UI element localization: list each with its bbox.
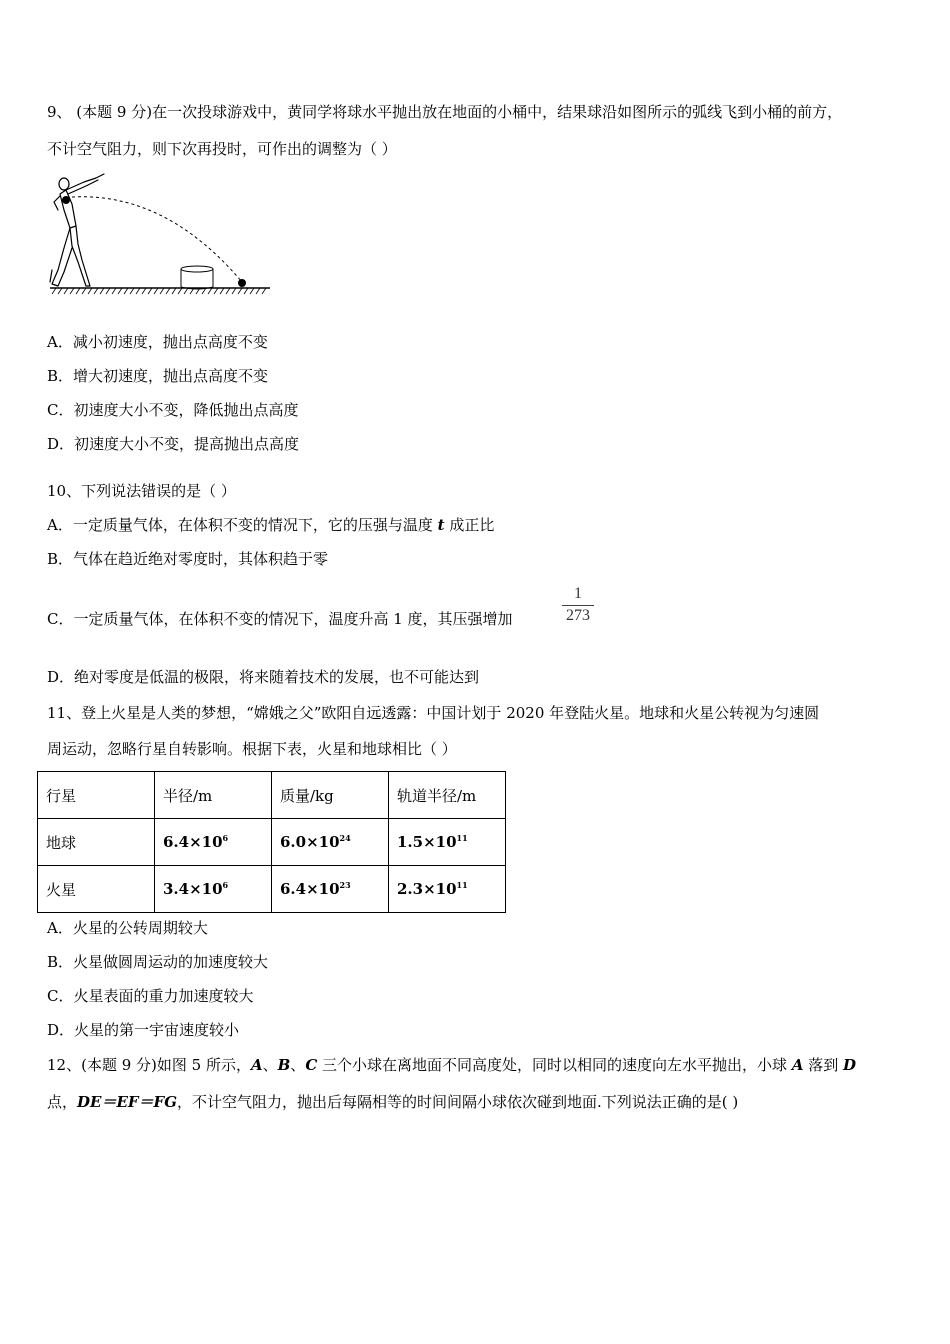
- ball-throw-figure: [46, 170, 274, 296]
- q12-text: 落到: [803, 1056, 843, 1074]
- value-exponent: 23: [339, 880, 351, 890]
- table-header-cell: 半径/m: [155, 772, 272, 819]
- q10-option-a-text: A．一定质量气体，在体积不变的情况下，它的压强与温度: [47, 516, 438, 534]
- q9-option-d: D．初速度大小不变，提高抛出点高度: [47, 435, 300, 453]
- value-exponent: 6: [222, 880, 229, 890]
- q11-option-b: B．火星做圆周运动的加速度较大: [47, 953, 269, 971]
- value-mantissa: 6.0×10: [280, 833, 340, 851]
- q9-stem-line1: 9、 (本题 9 分)在一次投球游戏中，黄同学将球水平抛出放在地面的小桶中，结果球沿如图所示的弧线飞到小桶的前方，: [47, 103, 843, 121]
- table-cell-orbit: [389, 866, 506, 913]
- table-cell-orbit: [389, 819, 506, 866]
- q10-stem: 10、下列说法错误的是（ ）: [47, 482, 236, 500]
- q12-equation: DE＝EF＝FG: [77, 1093, 177, 1111]
- q11-option-a: A．火星的公转周期较大: [47, 919, 208, 937]
- table-cell-radius: [155, 819, 272, 866]
- q10-option-a: [47, 515, 494, 535]
- table-cell-radius: [155, 866, 272, 913]
- q12-sep: 、: [290, 1056, 306, 1074]
- table-header-cell: 轨道半径/m: [389, 772, 506, 819]
- value-mantissa: 3.4×10: [163, 880, 223, 898]
- q9-option-c: C．初速度大小不变，降低抛出点高度: [47, 401, 299, 419]
- table-row: [38, 866, 506, 913]
- q9-stem-line2: 不计空气阻力，则下次再投时，可作出的调整为（ ）: [47, 140, 397, 158]
- q12-stem-line2: [47, 1092, 738, 1112]
- value-mantissa: 2.3×10: [397, 880, 457, 898]
- q10-option-b: B．气体在趋近绝对零度时，其体积趋于零: [47, 550, 329, 568]
- q10-option-d: D．绝对零度是低温的极限，将来随着技术的发展，也不可能达到: [47, 668, 480, 686]
- q12-text: 三个小球在离地面不同高度处，同时以相同的速度向左水平抛出，小球: [317, 1056, 792, 1074]
- q9-option-b: B．增大初速度，抛出点高度不变: [47, 367, 269, 385]
- q10-option-a-end: 成正比: [444, 516, 495, 534]
- q12-ball-c: C: [305, 1056, 318, 1074]
- value-exponent: 24: [339, 833, 351, 843]
- value-mantissa: 1.5×10: [397, 833, 457, 851]
- q12-stem-line1: [47, 1055, 856, 1075]
- q9-option-a: A．减小初速度，抛出点高度不变: [47, 333, 268, 351]
- table-header-cell: 质量/kg: [272, 772, 389, 819]
- q12-ball-a: A: [791, 1056, 804, 1074]
- q12-text: 12、(本题 9 分)如图 5 所示，: [47, 1056, 251, 1074]
- q12-point-d: D: [843, 1056, 857, 1074]
- value-exponent: 11: [456, 833, 468, 843]
- q12-ball-b: B: [277, 1056, 291, 1074]
- q10-variable-t: t: [437, 516, 445, 534]
- value-exponent: 6: [222, 833, 229, 843]
- q12-text: 点，: [47, 1093, 78, 1111]
- table-row: [38, 819, 506, 866]
- q12-ball-a: A: [250, 1056, 263, 1074]
- q10-option-c: C．一定质量气体，在体积不变的情况下，温度升高 1 度，其压强增加: [47, 610, 513, 628]
- table-header-cell: 行星: [38, 772, 155, 819]
- fraction-1-273: [562, 584, 594, 626]
- fraction-numerator: 1: [574, 585, 582, 602]
- table-cell-planet: 地球: [38, 819, 155, 866]
- table-header-row: [38, 772, 506, 819]
- q12-sep: 、: [262, 1056, 278, 1074]
- table-cell-mass: [272, 866, 389, 913]
- q11-stem-line2: 周运动，忽略行星自转影响。根据下表，火星和地球相比（ ）: [47, 740, 457, 758]
- value-mantissa: 6.4×10: [163, 833, 223, 851]
- table-cell-mass: [272, 819, 389, 866]
- planet-data-table: [37, 771, 506, 913]
- value-exponent: 11: [456, 880, 468, 890]
- q12-text: ，不计空气阻力，抛出后每隔相等的时间间隔小球依次碰到地面.下列说法正确的是( ): [177, 1093, 739, 1111]
- table-cell-planet: 火星: [38, 866, 155, 913]
- fraction-denominator: 273: [566, 607, 590, 624]
- q11-option-c: C．火星表面的重力加速度较大: [47, 987, 254, 1005]
- value-mantissa: 6.4×10: [280, 880, 340, 898]
- q11-option-d: D．火星的第一宇宙速度较小: [47, 1021, 240, 1039]
- q11-stem-line1: 11、登上火星是人类的梦想，“嫦娥之父”欧阳自远透露：中国计划于 2020 年登陆火星。地球和火星公转视为匀速圆: [47, 704, 820, 722]
